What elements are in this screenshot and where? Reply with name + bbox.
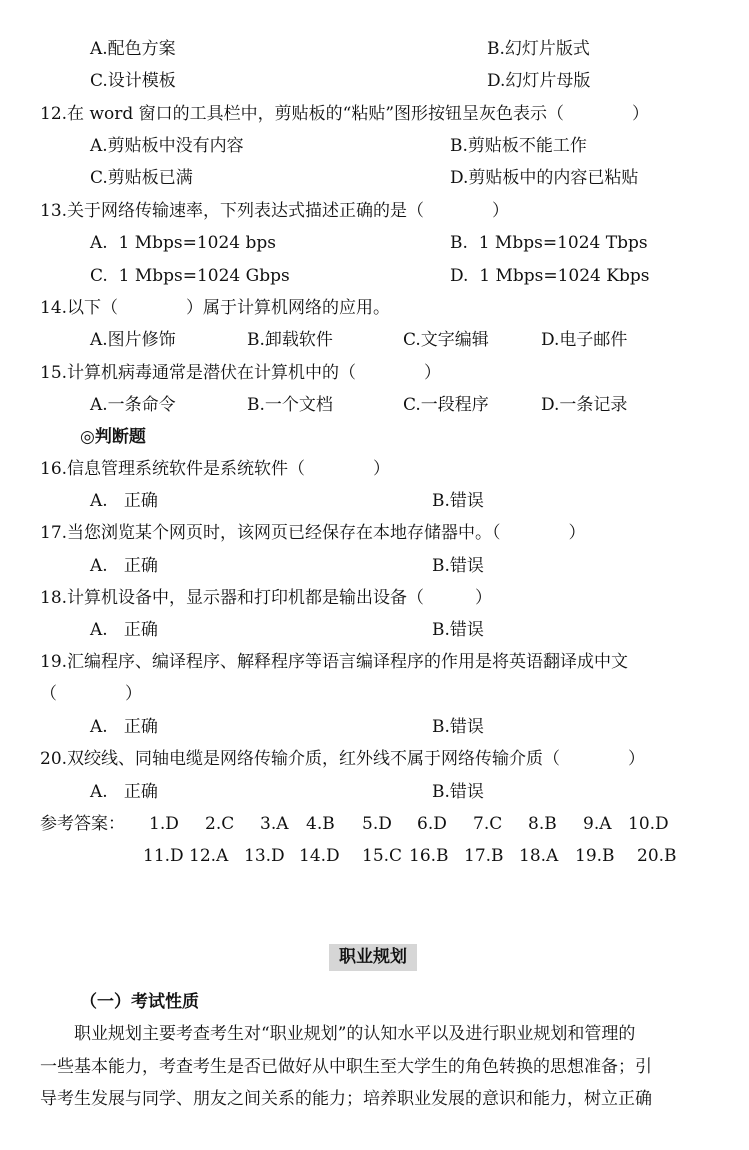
answer-item: 1.D <box>149 814 179 834</box>
q12-option-c: C.剪贴板已满 <box>90 168 193 188</box>
q13-stem: 13.关于网络传输速率，下列表达式描述正确的是（ ） <box>40 201 510 221</box>
answer-item: 2.C <box>205 814 235 834</box>
q18-option-b: B.错误 <box>432 620 484 640</box>
paragraph-line: 职业规划主要考查考生对“职业规划”的认知水平以及进行职业规划和管理的 <box>40 1024 636 1044</box>
q14-option-b: B.卸载软件 <box>247 330 333 350</box>
answers-label: 参考答案： <box>40 814 125 834</box>
answer-item: 4.B <box>306 814 335 834</box>
answer-item: 16.B <box>409 846 449 866</box>
answer-item: 20.B <box>637 846 677 866</box>
q15-option-c: C.一段程序 <box>403 395 489 415</box>
q12-option-d: D.剪贴板中的内容已粘贴 <box>450 168 639 188</box>
q20-option-b: B.错误 <box>432 782 484 802</box>
q13-option-b: B. 1 Mbps=1024 Tbps <box>450 233 648 253</box>
q12-option-b: B.剪贴板不能工作 <box>450 136 587 156</box>
answer-item: 8.B <box>528 814 557 834</box>
q13-option-d: D. 1 Mbps=1024 Kbps <box>450 266 650 286</box>
q11-option-c: C.设计模板 <box>90 71 176 91</box>
q19-option-a: A. 正确 <box>90 717 158 737</box>
subsection-heading: （一）考试性质 <box>80 992 199 1012</box>
q15-stem: 15.计算机病毒通常是潜伏在计算机中的（ ） <box>40 363 442 383</box>
q13-option-c: C. 1 Mbps=1024 Gbps <box>90 266 290 286</box>
q14-option-a: A.图片修饰 <box>90 330 176 350</box>
answer-item: 19.B <box>575 846 615 866</box>
q11-option-b: B.幻灯片版式 <box>487 39 590 59</box>
q17-stem: 17.当您浏览某个网页时，该网页已经保存在本地存储器中。（ ） <box>40 523 586 543</box>
answer-item: 7.C <box>473 814 503 834</box>
q15-option-d: D.一条记录 <box>541 395 628 415</box>
q12-stem: 12.在 word 窗口的工具栏中，剪贴板的“粘贴”图形按钮呈灰色表示（ ） <box>40 104 650 124</box>
q17-option-b: B.错误 <box>432 556 484 576</box>
q18-option-a: A. 正确 <box>90 620 158 640</box>
answer-item: 18.A <box>519 846 559 866</box>
q14-stem: 14.以下（ ）属于计算机网络的应用。 <box>40 298 391 318</box>
q18-stem: 18.计算机设备中，显示器和打印机都是输出设备（ ） <box>40 588 493 608</box>
answer-item: 11.D <box>143 846 184 866</box>
q13-option-a: A. 1 Mbps=1024 bps <box>90 233 277 253</box>
answer-item: 5.D <box>362 814 392 834</box>
section-title: 职业规划 <box>329 944 417 971</box>
answer-item: 13.D <box>244 846 285 866</box>
answer-item: 12.A <box>189 846 229 866</box>
q14-option-c: C.文字编辑 <box>403 330 489 350</box>
answer-item: 17.B <box>464 846 504 866</box>
q14-option-d: D.电子邮件 <box>541 330 628 350</box>
answer-item: 6.D <box>417 814 447 834</box>
q16-option-b: B.错误 <box>432 491 484 511</box>
q16-stem: 16.信息管理系统软件是系统软件（ ） <box>40 459 391 479</box>
answer-item: 3.A <box>260 814 289 834</box>
q20-option-a: A. 正确 <box>90 782 158 802</box>
answer-item: 9.A <box>583 814 612 834</box>
q16-option-a: A. 正确 <box>90 491 158 511</box>
paragraph-line: 一些基本能力，考查考生是否已做好从中职生至大学生的角色转换的思想准备；引 <box>40 1057 652 1077</box>
q11-option-d: D.幻灯片母版 <box>487 71 591 91</box>
paragraph-line: 导考生发展与同学、朋友之间关系的能力；培养职业发展的意识和能力，树立正确 <box>40 1089 652 1109</box>
answer-item: 14.D <box>299 846 340 866</box>
answer-item: 10.D <box>628 814 669 834</box>
q19-stem-cont: （ ） <box>40 684 142 704</box>
q12-option-a: A.剪贴板中没有内容 <box>90 136 244 156</box>
answer-item: 15.C <box>362 846 403 866</box>
q19-stem: 19.汇编程序、编译程序、解释程序等语言编译程序的作用是将英语翻译成中文 <box>40 652 629 672</box>
q15-option-b: B.一个文档 <box>247 395 333 415</box>
q15-option-a: A.一条命令 <box>90 395 176 415</box>
q11-option-a: A.配色方案 <box>90 39 176 59</box>
judge-heading: ◎判断题 <box>80 427 146 447</box>
q19-option-b: B.错误 <box>432 717 484 737</box>
q20-stem: 20.双绞线、同轴电缆是网络传输介质，红外线不属于网络传输介质（ ） <box>40 749 646 769</box>
q17-option-a: A. 正确 <box>90 556 158 576</box>
